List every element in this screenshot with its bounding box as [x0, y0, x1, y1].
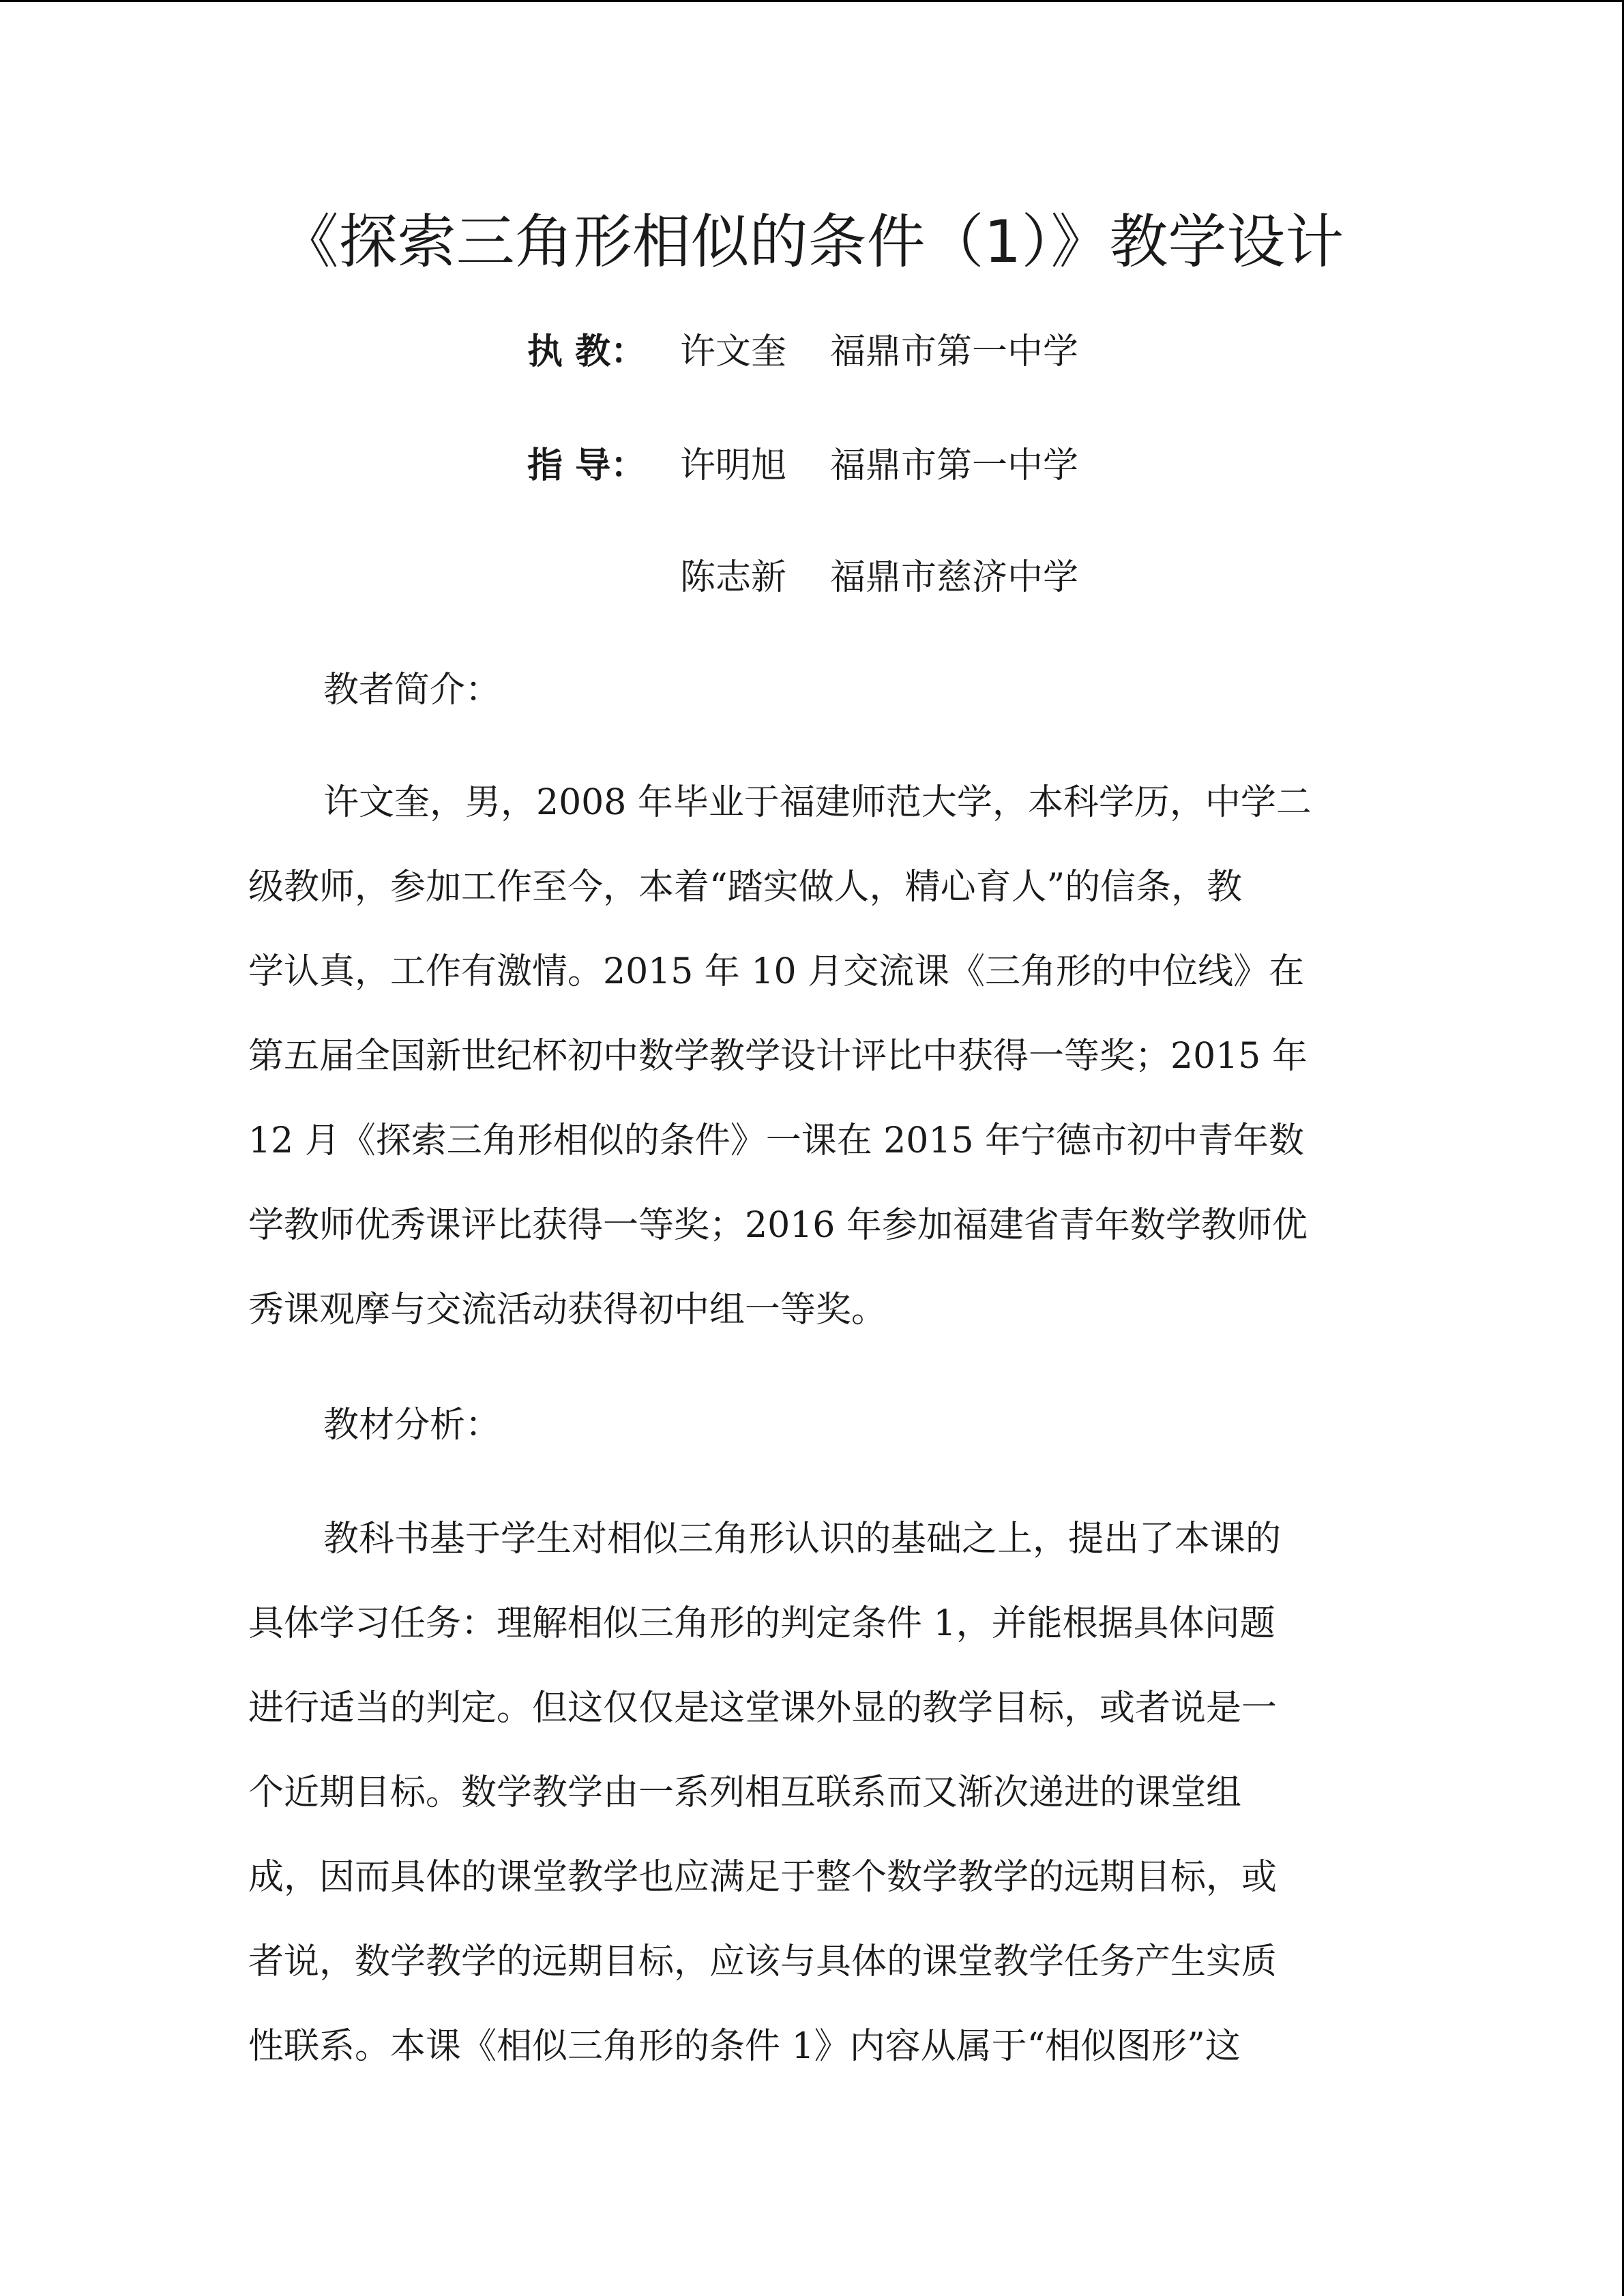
paragraph-line: 性联系。本课《相似三角形的条件 1》内容从属于“相似图形”这 — [248, 2026, 1241, 2067]
paragraph-line: 成，因而具体的课堂教学也应满足于整个数学教学的远期目标，或 — [248, 1857, 1278, 1898]
paragraph-line: 教科书基于学生对相似三角形认识的基础之上，提出了本课的 — [323, 1519, 1282, 1560]
paragraph-line: 进行适当的判定。但这仅仅是这堂课外显的教学目标，或者说是一 — [248, 1688, 1278, 1729]
section-heading-material-analysis: 教材分析： — [323, 1405, 501, 1446]
paragraph-line: 许文奎，男，2008 年毕业于福建师范大学，本科学历，中学二 — [323, 782, 1312, 823]
credit-school: 福鼎市第一中学 — [830, 331, 1079, 372]
paragraph-line: 级教师，参加工作至今，本着“踏实做人，精心育人”的信条，教 — [248, 867, 1243, 908]
credit-school: 福鼎市慈济中学 — [830, 557, 1079, 598]
paragraph-line: 秀课观摩与交流活动获得初中组一等奖。 — [248, 1289, 887, 1330]
credit-name: 陈志新 — [680, 557, 787, 598]
credit-name: 许文奎 — [680, 331, 787, 372]
paragraph-line: 具体学习任务：理解相似三角形的判定条件 1，并能根据具体问题 — [248, 1603, 1275, 1644]
credit-role: 指 导： — [527, 445, 647, 486]
paragraph-line: 12 月《探索三角形相似的条件》一课在 2015 年宁德市初中青年数 — [248, 1120, 1305, 1161]
paragraph-line: 第五届全国新世纪杯初中数学教学设计评比中获得一等奖；2015 年 — [248, 1036, 1308, 1077]
paragraph-line: 学教师优秀课评比获得一等奖；2016 年参加福建省青年数学教师优 — [248, 1205, 1308, 1246]
credit-role: 执 教： — [527, 331, 647, 372]
paragraph-line: 学认真，工作有激情。2015 年 10 月交流课《三角形的中位线》在 — [248, 951, 1305, 992]
credit-advisor-2 — [527, 554, 1078, 601]
paragraph-material-analysis — [248, 1497, 1364, 2089]
section-heading-teacher-intro: 教者简介： — [323, 670, 501, 711]
credit-teacher — [527, 328, 1078, 376]
document-title: 《探索三角形相似的条件（1）》教学设计 — [280, 208, 1344, 276]
page-border-top — [0, 0, 1624, 2]
paragraph-line: 个近期目标。数学教学由一系列相互联系而又渐次递进的课堂组 — [248, 1772, 1242, 1813]
credit-advisor — [527, 442, 1078, 490]
credit-school: 福鼎市第一中学 — [830, 445, 1079, 486]
paragraph-teacher-intro — [248, 760, 1364, 1352]
paragraph-line: 者说，数学教学的远期目标，应该与具体的课堂教学任务产生实质 — [248, 1941, 1278, 1982]
credit-name: 许明旭 — [680, 445, 787, 486]
